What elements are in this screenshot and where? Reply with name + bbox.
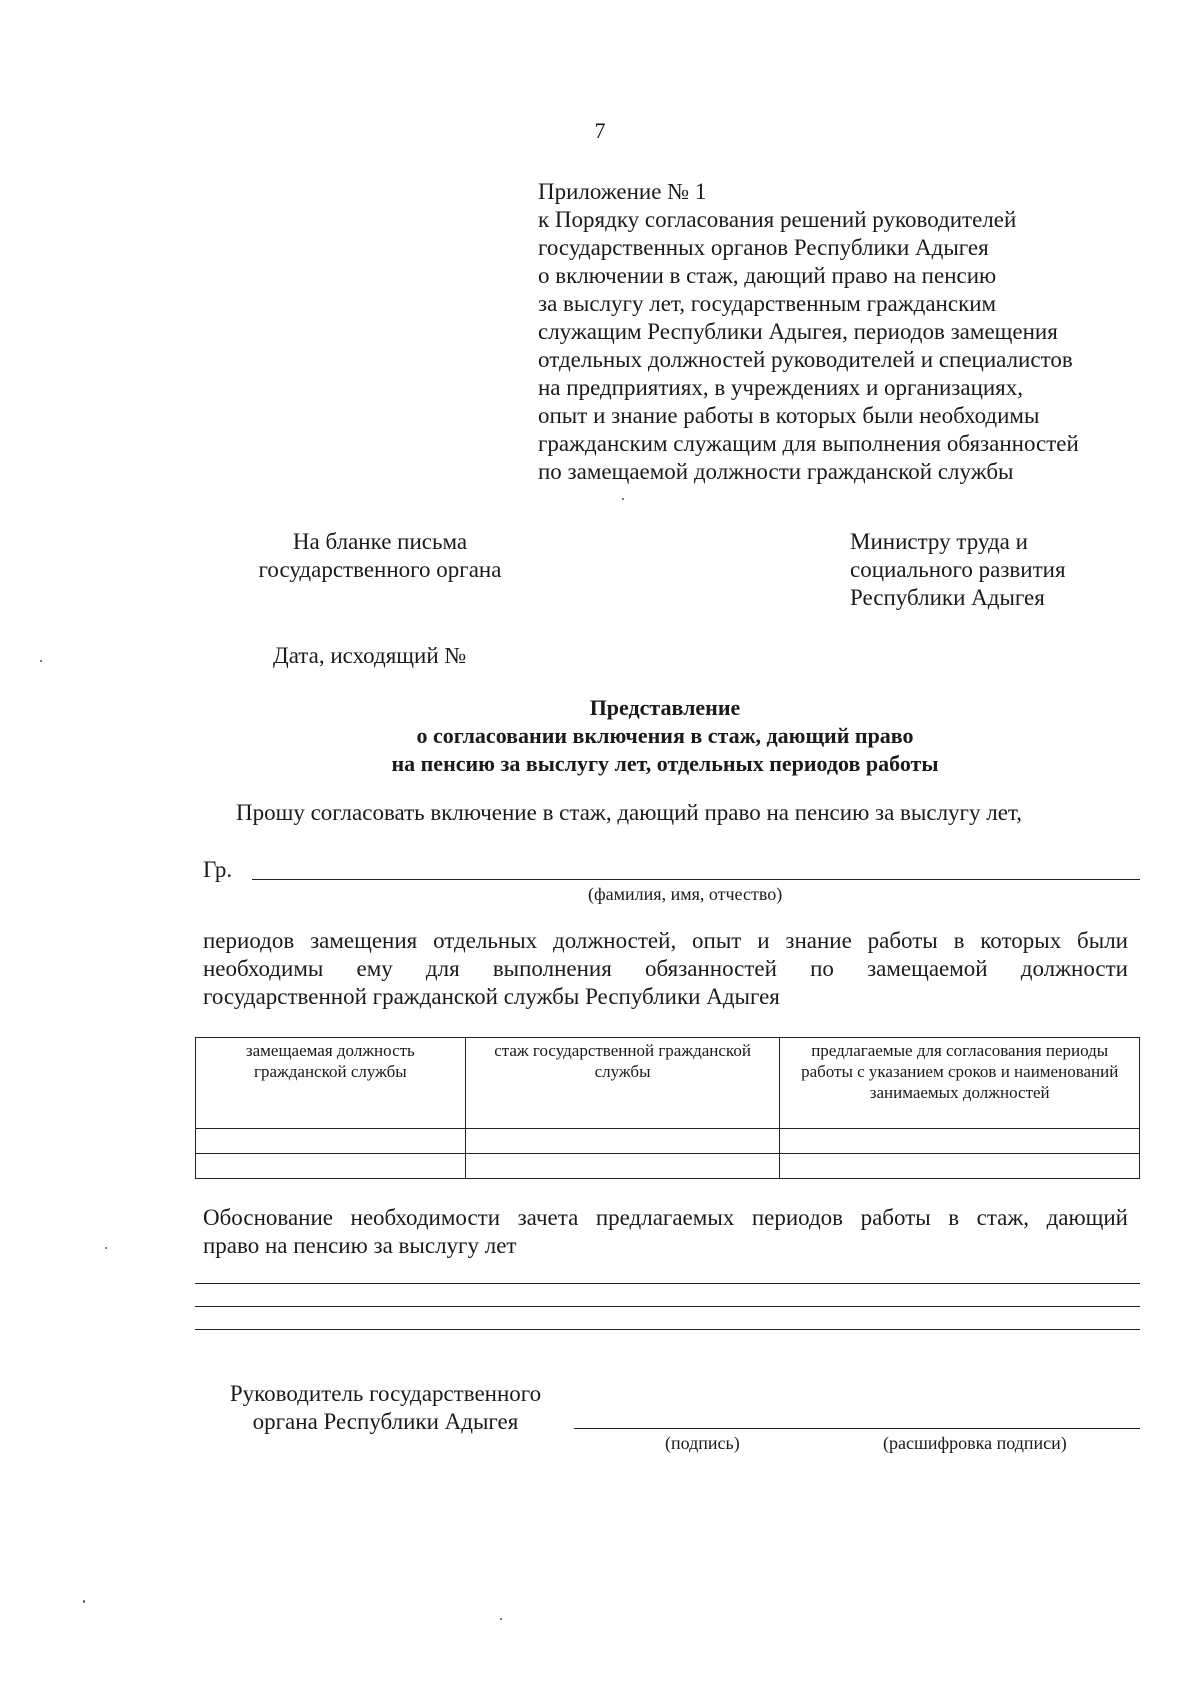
title-line: о согласовании включения в стаж, дающий право [416, 723, 914, 748]
document-title [0, 694, 1200, 778]
appendix-line: Приложение № 1 [538, 179, 707, 204]
positions-table [195, 1037, 1140, 1179]
title-line: Представление [589, 695, 741, 720]
signer-line: органа Республики Адыгея [252, 1409, 519, 1434]
appendix-line: на предприятиях, в учреждениях и организациях, [538, 375, 1024, 400]
scan-speck [500, 1618, 502, 1620]
table-cell[interactable] [465, 1154, 780, 1179]
table-cell[interactable] [465, 1129, 780, 1154]
paragraph-line: Обоснование необходимости зачета предлагаемых периодов работы в стаж, дающий [203, 1205, 1128, 1230]
title-line: на пенсию за выслугу лет, отдельных периодов работы [391, 751, 939, 776]
paragraph-line: периодов замещения отдельных должностей, опыт и знание работы в которых были [203, 928, 1128, 953]
justification-line[interactable] [195, 1306, 1140, 1307]
appendix-line: гражданским служащим для выполнения обязанностей [538, 431, 1079, 456]
justification-paragraph [203, 1204, 1128, 1260]
addressee-line: Министру труда и [850, 529, 1028, 554]
signature-caption: (подпись) [665, 1433, 740, 1453]
signature-decode-caption: (расшифровка подписи) [883, 1433, 1067, 1453]
table-cell[interactable] [196, 1129, 466, 1154]
table-cell[interactable] [780, 1154, 1140, 1179]
table-row [196, 1154, 1140, 1179]
signer-title [213, 1380, 558, 1436]
request-text: Прошу согласовать включение в стаж, дающий право на пенсию за выслугу лет, [236, 800, 1022, 825]
table-cell[interactable] [780, 1129, 1140, 1154]
scan-speck [622, 498, 624, 500]
letterhead-note [230, 528, 530, 584]
scan-speck [105, 1247, 107, 1249]
date-outgoing-number: Дата, исходящий № [273, 643, 467, 668]
table-header-cell: стаж государственной гражданской службы [465, 1038, 780, 1129]
table-header-cell: замещаемая должность гражданской службы [196, 1038, 466, 1129]
periods-paragraph [203, 927, 1128, 1011]
addressee-line: социального развития [850, 557, 1066, 582]
justification-line[interactable] [195, 1329, 1140, 1330]
letterhead-line: государственного органа [258, 557, 502, 582]
paragraph-line: государственной гражданской службы Республики Адыгея [203, 984, 780, 1009]
appendix-line: о включении в стаж, дающий право на пенсию [538, 263, 997, 288]
table-header-cell: предлагаемые для согласования периоды работы с указанием сроков и наименований занимаемых должностей [780, 1038, 1140, 1129]
citizen-name-caption: (фамилия, имя, отчество) [588, 884, 783, 904]
addressee-line: Республики Адыгея [850, 585, 1045, 610]
appendix-reference [538, 178, 1079, 486]
paragraph-line: право на пенсию за выслугу лет [203, 1233, 517, 1258]
table-cell[interactable] [196, 1154, 466, 1179]
scan-speck [83, 1600, 85, 1603]
appendix-line: отдельных должностей руководителей и специалистов [538, 347, 1073, 372]
signature-field[interactable] [574, 1428, 1140, 1429]
justification-line[interactable] [195, 1283, 1140, 1284]
citizen-name-field[interactable] [252, 879, 1140, 880]
appendix-line: за выслугу лет, государственным гражданским [538, 291, 997, 316]
addressee [850, 528, 1066, 612]
appendix-line: государственных органов Республики Адыгея [538, 235, 989, 260]
appendix-line: по замещаемой должности гражданской службы [538, 459, 1014, 484]
paragraph-line: необходимы ему для выполнения обязанностей по замещаемой должности [203, 956, 1128, 981]
signer-line: Руководитель государственного [229, 1381, 542, 1406]
scan-speck [40, 660, 42, 662]
appendix-line: опыт и знание работы в которых были необходимы [538, 403, 1040, 428]
appendix-line: к Порядку согласования решений руководителей [538, 207, 1017, 232]
table-header-row [196, 1038, 1140, 1129]
appendix-line: служащим Республики Адыгея, периодов замещения [538, 319, 1058, 344]
page-number: 7 [594, 118, 606, 143]
table-row [196, 1129, 1140, 1154]
letterhead-line: На бланке письма [292, 529, 468, 554]
citizen-label: Гр. [203, 857, 233, 882]
